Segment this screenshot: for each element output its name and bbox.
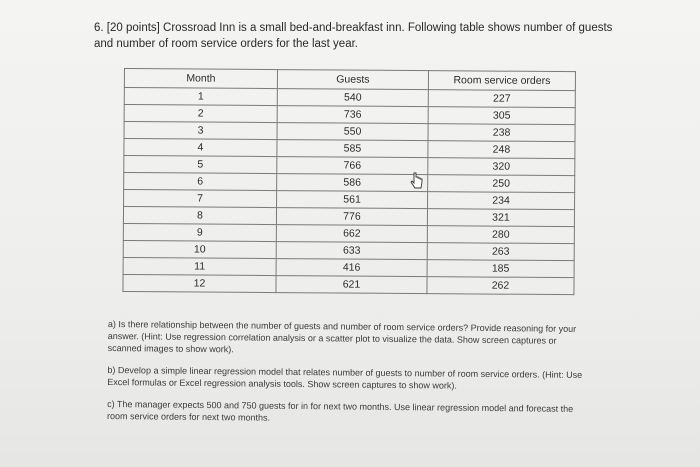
cell-month: 9 (123, 223, 276, 241)
cell-orders: 321 (427, 209, 574, 227)
cell-orders: 185 (427, 260, 574, 278)
cell-month: 3 (124, 122, 277, 140)
cell-month: 7 (124, 190, 277, 208)
cell-guests: 561 (277, 191, 428, 209)
header-guests: Guests (277, 70, 428, 90)
question-intro: 6. [20 points] Crossroad Inn is a small bed-and-breakfast inn. Following table shows number of guests and number of room service orders for the last year. (94, 22, 613, 50)
cell-guests: 585 (277, 140, 428, 158)
cell-guests: 662 (276, 225, 427, 243)
cell-orders: 280 (427, 226, 574, 244)
cell-guests: 416 (276, 259, 427, 277)
cell-guests: 586 (277, 174, 428, 192)
header-room-service-orders: Room service orders (428, 71, 575, 91)
cell-orders: 227 (428, 90, 575, 108)
data-table (122, 68, 576, 295)
cell-guests: 766 (277, 157, 428, 175)
cell-month: 5 (124, 156, 277, 174)
cell-orders: 248 (428, 141, 575, 159)
header-month: Month (124, 69, 277, 89)
cell-orders: 238 (428, 124, 575, 142)
mouse-cursor-icon (410, 172, 424, 190)
cell-guests: 621 (276, 276, 427, 294)
cell-orders: 250 (428, 175, 575, 193)
cell-orders: 262 (427, 277, 574, 295)
cell-guests: 550 (277, 123, 428, 141)
cell-guests: 736 (277, 106, 428, 124)
cell-month: 8 (123, 207, 276, 225)
cell-guests: 633 (276, 242, 427, 260)
cell-month: 4 (124, 139, 277, 157)
cell-month: 10 (123, 240, 276, 258)
cell-orders: 234 (428, 192, 575, 210)
cell-orders: 305 (428, 107, 575, 125)
part-a: a) Is there relationship between the number of guests and number of room service orders? Provide reasoning for your answer. (Hint: Use regression correlation analysis or a scatter plot to visualize the data. Show screen captures or scanned images to show work). (107, 318, 577, 355)
cell-month: 6 (124, 173, 277, 191)
table-row (123, 274, 574, 294)
cell-month: 1 (124, 88, 277, 106)
cell-month: 2 (124, 105, 277, 123)
cell-month: 11 (123, 257, 276, 275)
cell-month: 12 (123, 274, 276, 292)
question-parts (107, 318, 593, 437)
cell-guests: 540 (277, 89, 428, 107)
cell-orders: 263 (427, 243, 574, 261)
part-c: c) The manager expects 500 and 750 guests for in for next two months. Use linear regression model and forecast the room service orders for next two months. (106, 398, 574, 423)
cell-guests: 776 (276, 208, 427, 226)
part-b: b) Develop a simple linear regression model that relates number of guests to number of room service orders. (Hint: Use Excel formulas or Excel regression analysis tools. Show screen captures to show work). (107, 364, 583, 391)
cell-orders: 320 (428, 158, 575, 176)
